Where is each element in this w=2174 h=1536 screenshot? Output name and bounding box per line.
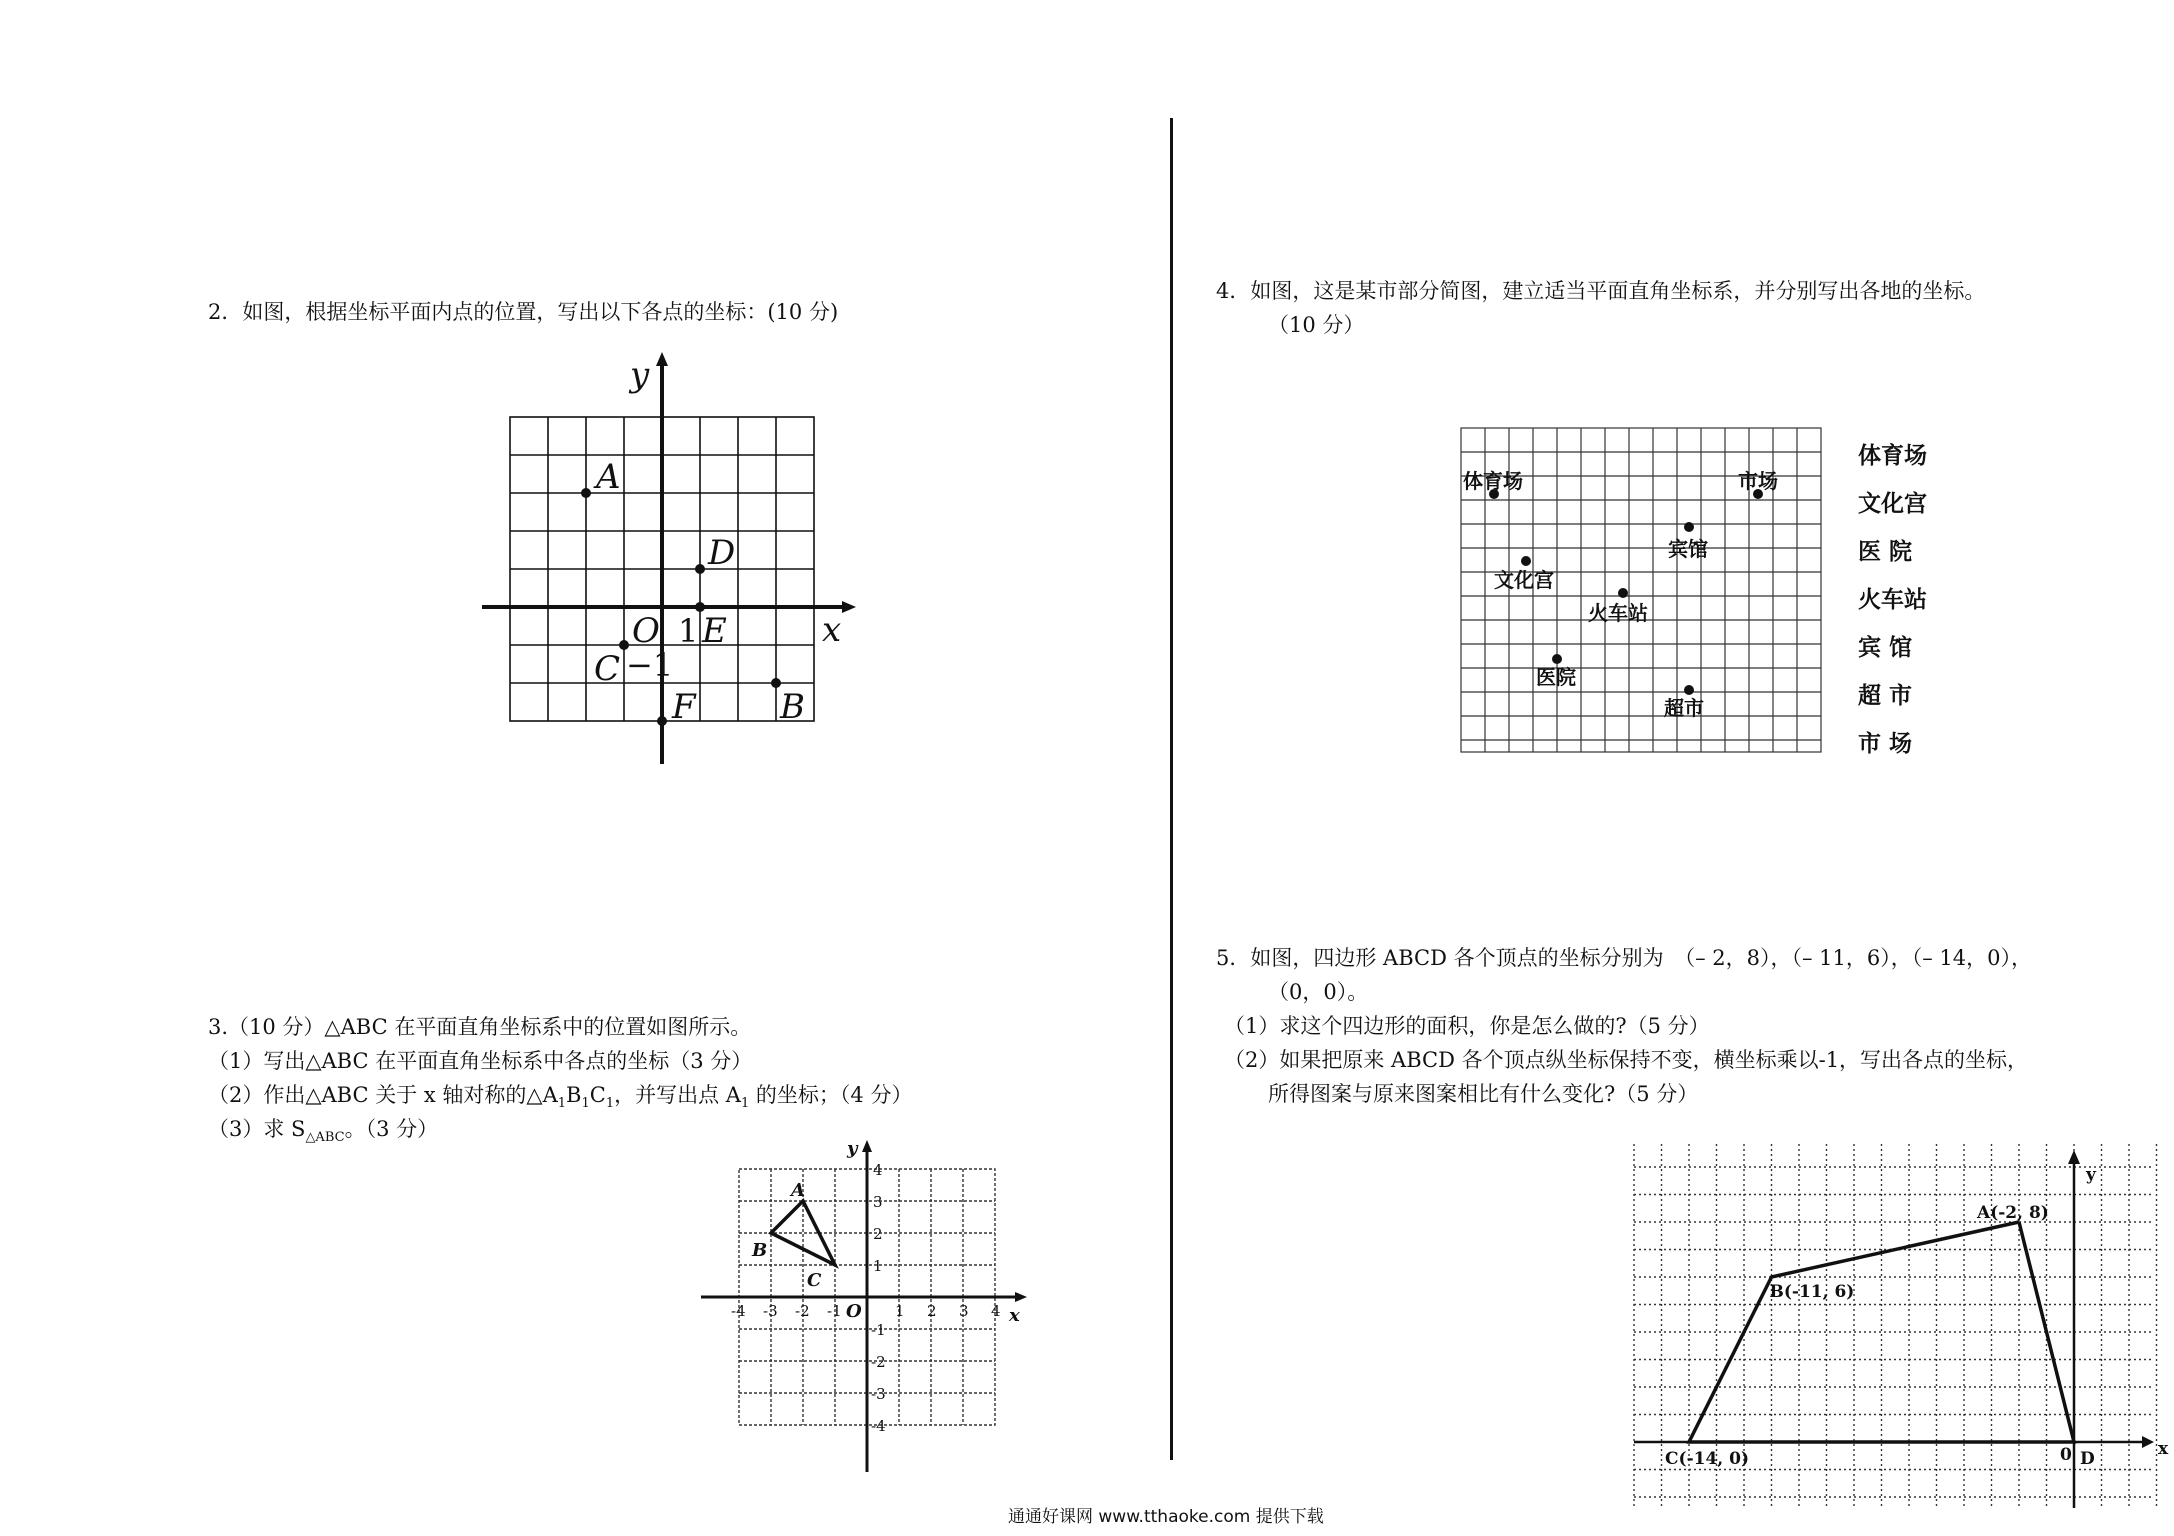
q3-sub2-index-d: 1 xyxy=(740,1096,750,1112)
q4-map-label: 市场 xyxy=(1738,469,1778,493)
column-divider xyxy=(1170,118,1173,1460)
q4-point-cultural-palace xyxy=(1521,556,1531,566)
q3-xtick: 4 xyxy=(991,1302,1001,1320)
q5-sub2b: 所得图案与原来图案相比有什么变化?（5 分） xyxy=(1268,1082,1699,1106)
q3-xtick: 1 xyxy=(895,1302,905,1320)
q5-line1: 5．如图，四边形 ABCD 各个顶点的坐标分别为 （– 2，8），（– 11，6），（– 14，0）， xyxy=(1216,946,2033,970)
q4-map-label: 体育场 xyxy=(1463,469,1523,493)
q3-sub2-b: B xyxy=(566,1083,582,1107)
q3-sub3-sub: △ABC xyxy=(305,1130,345,1146)
q5-label-x: x xyxy=(2158,1439,2169,1459)
q3-label-c: C xyxy=(807,1270,822,1291)
q2-label-x: x xyxy=(822,610,842,650)
q4-legend-item: 文化宫 xyxy=(1858,491,1927,517)
q5-label-d: D xyxy=(2080,1449,2095,1469)
q3-label-b: B xyxy=(752,1240,768,1261)
q4-point-supermarket xyxy=(1684,685,1694,695)
q2-point-d xyxy=(695,564,705,574)
q3-xtick: 2 xyxy=(927,1302,937,1320)
q2-label-a: A xyxy=(596,457,621,497)
q4-legend-item: 体育场 xyxy=(1858,443,1927,469)
q3-figure xyxy=(695,1136,1035,1486)
q4-map-label: 宾馆 xyxy=(1668,537,1708,561)
q4-line2: （10 分） xyxy=(1268,313,1365,337)
q4-legend-item: 市 场 xyxy=(1858,731,1913,757)
q5-chart xyxy=(1632,1142,2169,1512)
q5-line2: （0，0）。 xyxy=(1268,980,1369,1004)
q5-label-a: A(-2, 8) xyxy=(1977,1203,2049,1223)
q4-legend xyxy=(1858,432,1927,768)
q2-label-b: B xyxy=(780,687,805,727)
q2-text: 2．如图，根据坐标平面内点的位置，写出以下各点的坐标：(10 分) xyxy=(208,300,839,324)
q2-figure xyxy=(470,352,870,772)
q4-point-hotel xyxy=(1684,522,1694,532)
q2-label-d: D xyxy=(708,533,736,573)
q5-label-b: B(-11, 6) xyxy=(1769,1282,1855,1302)
q2-label-minus-one: −1 xyxy=(626,646,674,684)
q3-label-o: O xyxy=(846,1301,862,1322)
q4-map-label: 医院 xyxy=(1536,665,1576,689)
footer-credit: 通通好课网 www.tthaoke.com 提供下载 xyxy=(1008,1507,1324,1527)
q4-legend-item: 宾 馆 xyxy=(1858,635,1913,661)
q4-point-train-station xyxy=(1618,588,1628,598)
q3-ytick: 1 xyxy=(873,1257,883,1275)
q4-map-label: 文化宫 xyxy=(1494,568,1554,592)
q2-point-a xyxy=(581,488,591,498)
q4-line1: 4．如图，这是某市部分简图，建立适当平面直角坐标系，并分别写出各地的坐标。 xyxy=(1216,279,1986,303)
q3-sub2-index-b: 1 xyxy=(581,1096,590,1112)
q3-xtick: -3 xyxy=(763,1302,778,1320)
q4-map-label: 超市 xyxy=(1664,696,1704,720)
q3-sub2-d: ，并写出点 A xyxy=(614,1083,741,1107)
q3-xtick: -2 xyxy=(795,1302,810,1320)
q3-label-x: x xyxy=(1009,1305,1020,1326)
q2-label-f: F xyxy=(672,687,696,727)
q3-xtick: 3 xyxy=(959,1302,969,1320)
q3-sub2-index-c: 1 xyxy=(605,1096,615,1112)
q3-title: 3.（10 分）△ABC 在平面直角坐标系中的位置如图所示。 xyxy=(208,1015,752,1039)
q5-sub2: （2）如果把原来 ABCD 各个顶点纵坐标保持不变，横坐标乘以-1，写出各点的坐标， xyxy=(1224,1048,2029,1072)
q3-xtick: -4 xyxy=(731,1302,746,1320)
q4-legend-item: 医 院 xyxy=(1858,539,1913,565)
q5-label-c: C(-14, 0) xyxy=(1665,1449,1749,1469)
q3-ytick: 2 xyxy=(873,1225,883,1243)
q4-map xyxy=(1460,426,1830,756)
q3-ytick: -2 xyxy=(871,1353,886,1371)
q5-label-origin: 0 xyxy=(2060,1445,2072,1465)
q3-sub2-a: （2）作出△ABC 关于 x 轴对称的△A xyxy=(208,1083,558,1107)
q5-sub1: （1）求这个四边形的面积，你是怎么做的?（5 分） xyxy=(1224,1014,1710,1038)
q2-label-y: y xyxy=(630,355,650,395)
q3-sub2-index-a: 1 xyxy=(557,1096,567,1112)
q3-ytick: 3 xyxy=(873,1193,883,1211)
q4-point-hospital xyxy=(1552,654,1562,664)
q3-sub3-b: 。（3 分） xyxy=(344,1117,439,1141)
q2-label-one: 1 xyxy=(678,612,699,650)
q3-label-y: y xyxy=(847,1138,858,1159)
q4-legend-item: 超 市 xyxy=(1858,683,1913,709)
q3-ytick: 4 xyxy=(873,1161,883,1179)
q2-label-o: O xyxy=(632,611,660,651)
q2-point-f xyxy=(657,716,667,726)
q2-label-e: E xyxy=(702,611,727,651)
q4-legend-item: 火车站 xyxy=(1858,587,1927,613)
q3-ytick: -3 xyxy=(871,1385,886,1403)
q2-label-c: C xyxy=(594,649,621,689)
q3-sub2-c: C xyxy=(589,1083,606,1107)
q3-sub1: （1）写出△ABC 在平面直角坐标系中各点的坐标（3 分） xyxy=(208,1049,753,1073)
q3-ytick: -4 xyxy=(871,1417,886,1435)
q3-xtick: -1 xyxy=(827,1302,842,1320)
q3-label-a: A xyxy=(791,1180,805,1201)
q3-ytick: -1 xyxy=(871,1321,886,1339)
q5-label-y: y xyxy=(2086,1165,2096,1185)
q4-map-label: 火车站 xyxy=(1588,601,1648,625)
q3-sub3 xyxy=(208,1114,438,1153)
q3-sub3-a: （3）求 S xyxy=(208,1117,306,1141)
q3-sub2-e: 的坐标；（4 分） xyxy=(749,1083,913,1107)
